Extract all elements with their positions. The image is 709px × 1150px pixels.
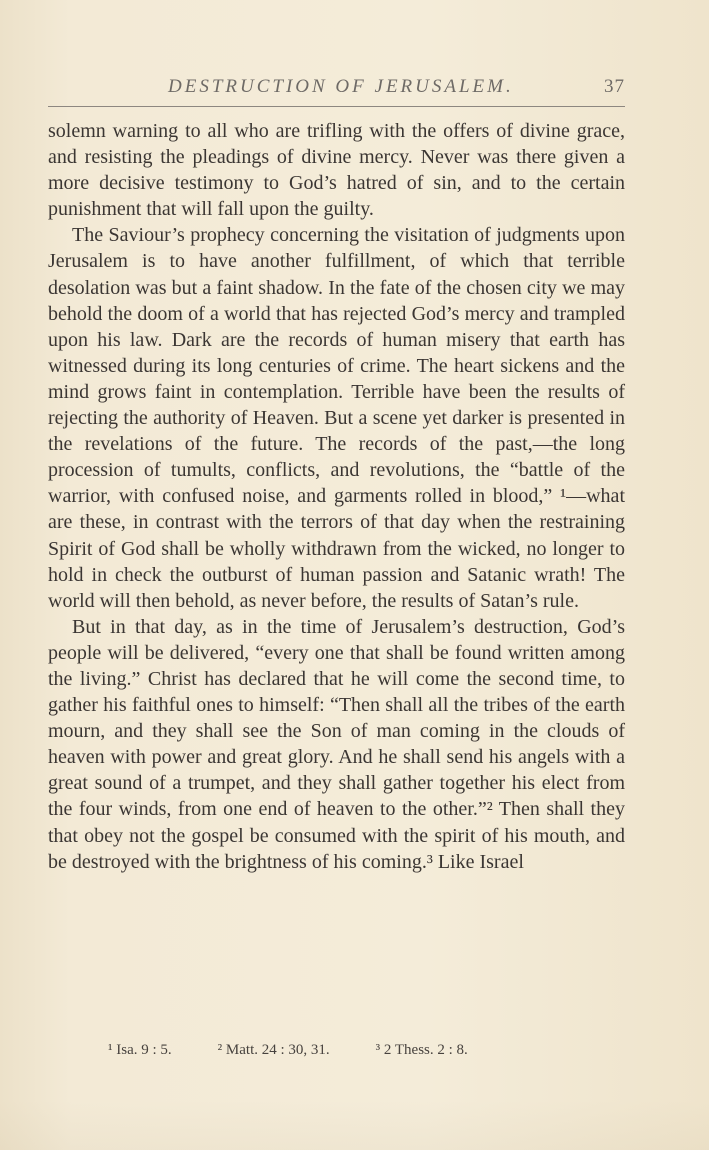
footnotes [108,1042,588,1059]
paragraph-deliverance: But in that day, as in the time of Jerusalem’s destruction, God’s people will be delivered, “every one that shall be found written among the living.” Christ has declared that he will come the second time, to gather his faithful ones to himself: “Then shall all the tribes of the earth mourn, and they shall see the Son of man coming in the clouds of heaven with power and great glory. And he shall send his angels with a great sound of a trumpet, and they shall gather together his elect from the four winds, from one end of heaven to the other.”² Then shall they that obey not the gospel be consumed with the spirit of his mouth, and be destroyed with the brightness of his coming.³ Like Israel [48,615,625,873]
page-shade [0,1100,709,1150]
footnote-1: ¹ Isa. 9 : 5. [108,1042,172,1058]
running-title: DESTRUCTION OF JERUSALEM. [168,76,514,97]
paragraph-prophecy: The Saviour’s prophecy concerning the visitation of judgments upon Jerusalem is to have another fulfillment, of which that terrible desolation was but a faint shadow. In the fate of the chosen city we may behold the doom of a world that has rejected God’s mercy and trampled upon his law. Dark are the records of human misery that earth has witnessed during its long centuries of crime. The heart sickens and the mind grows faint in contemplation. Terrible have been the results of rejecting the authority of Heaven. But a scene yet darker is presented in the revelations of the future. The records of the past,—the long procession of tumults, conflicts, and revolutions, the “battle of the warrior, with confused noise, and garments rolled in blood,” ¹—what are these, in contrast with the terrors of that day when the restraining Spirit of God shall be wholly withdrawn from the wicked, no longer to hold in check the outburst of human passion and Satanic wrath! The world will then behold, as never before, the results of Satan’s rule. [48,224,625,612]
body-text [48,118,625,875]
footnote-2: ² Matt. 24 : 30, 31. [217,1042,330,1058]
page-number: 37 [604,76,625,97]
running-head [48,76,625,100]
footnote-3: ³ 2 Thess. 2 : 8. [375,1042,468,1058]
header-rule [48,106,625,107]
paragraph-continuation: solemn warning to all who are trifling with the offers of divine grace, and resisting the pleadings of divine mercy. Never was there given a more decisive testimony to God’s hatred of sin, and to the certain punishment that will fall upon the guilty. [48,120,625,221]
